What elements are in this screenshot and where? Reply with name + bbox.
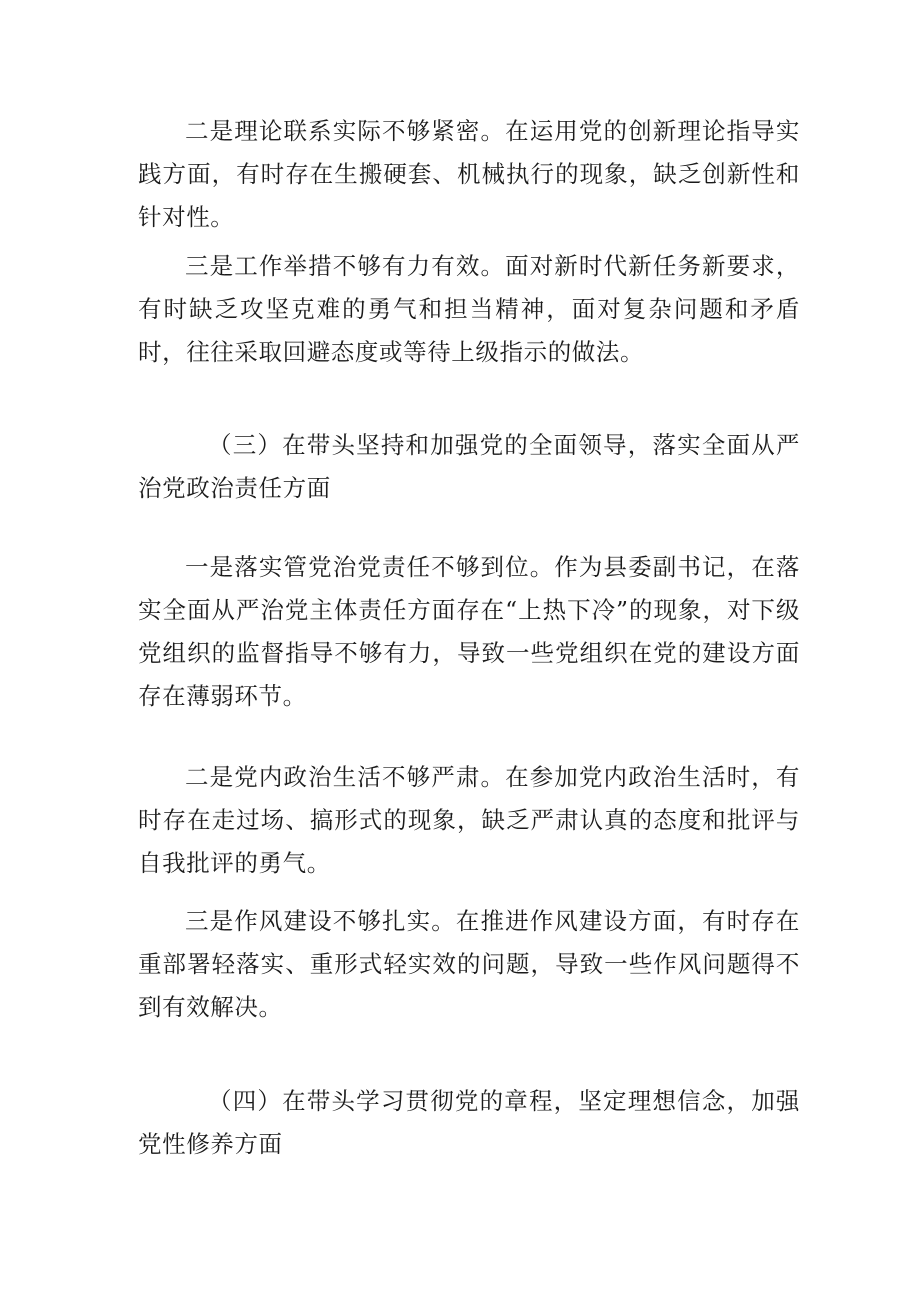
paragraph: 三是工作举措不够有力有效。面对新时代新任务新要求，有时缺乏攻坚克难的勇气和担当精神，面对复杂问题和矛盾时，往往采取回避态度或等待上级指示的做法。 bbox=[138, 252, 800, 366]
section-heading: （三）在带头坚持和加强党的全面领导，落实全面从严治党政治责任方面 bbox=[138, 431, 800, 502]
paragraph: 二是党内政治生活不够严肃。在参加党内政治生活时，有时存在走过场、搞形式的现象，缺乏严肃认真的态度和批评与自我批评的勇气。 bbox=[138, 763, 800, 877]
section-heading: （四）在带头学习贯彻党的章程，坚定理想信念，加强党性修养方面 bbox=[138, 1087, 800, 1158]
paragraph: 一是落实管党治党责任不够到位。作为县委副书记，在落实全面从严治党主体责任方面存在“上热下冷”的现象，对下级党组织的监督指导不够有力，导致一些党组织在党的建设方面存在薄弱环节。 bbox=[138, 553, 800, 710]
paragraph: 二是理论联系实际不够紧密。在运用党的创新理论指导实践方面，有时存在生搬硬套、机械执行的现象，缺乏创新性和针对性。 bbox=[138, 117, 800, 231]
paragraph: 三是作风建设不够扎实。在推进作风建设方面，有时存在重部署轻落实、重形式轻实效的问题，导致一些作风问题得不到有效解决。 bbox=[138, 907, 800, 1021]
